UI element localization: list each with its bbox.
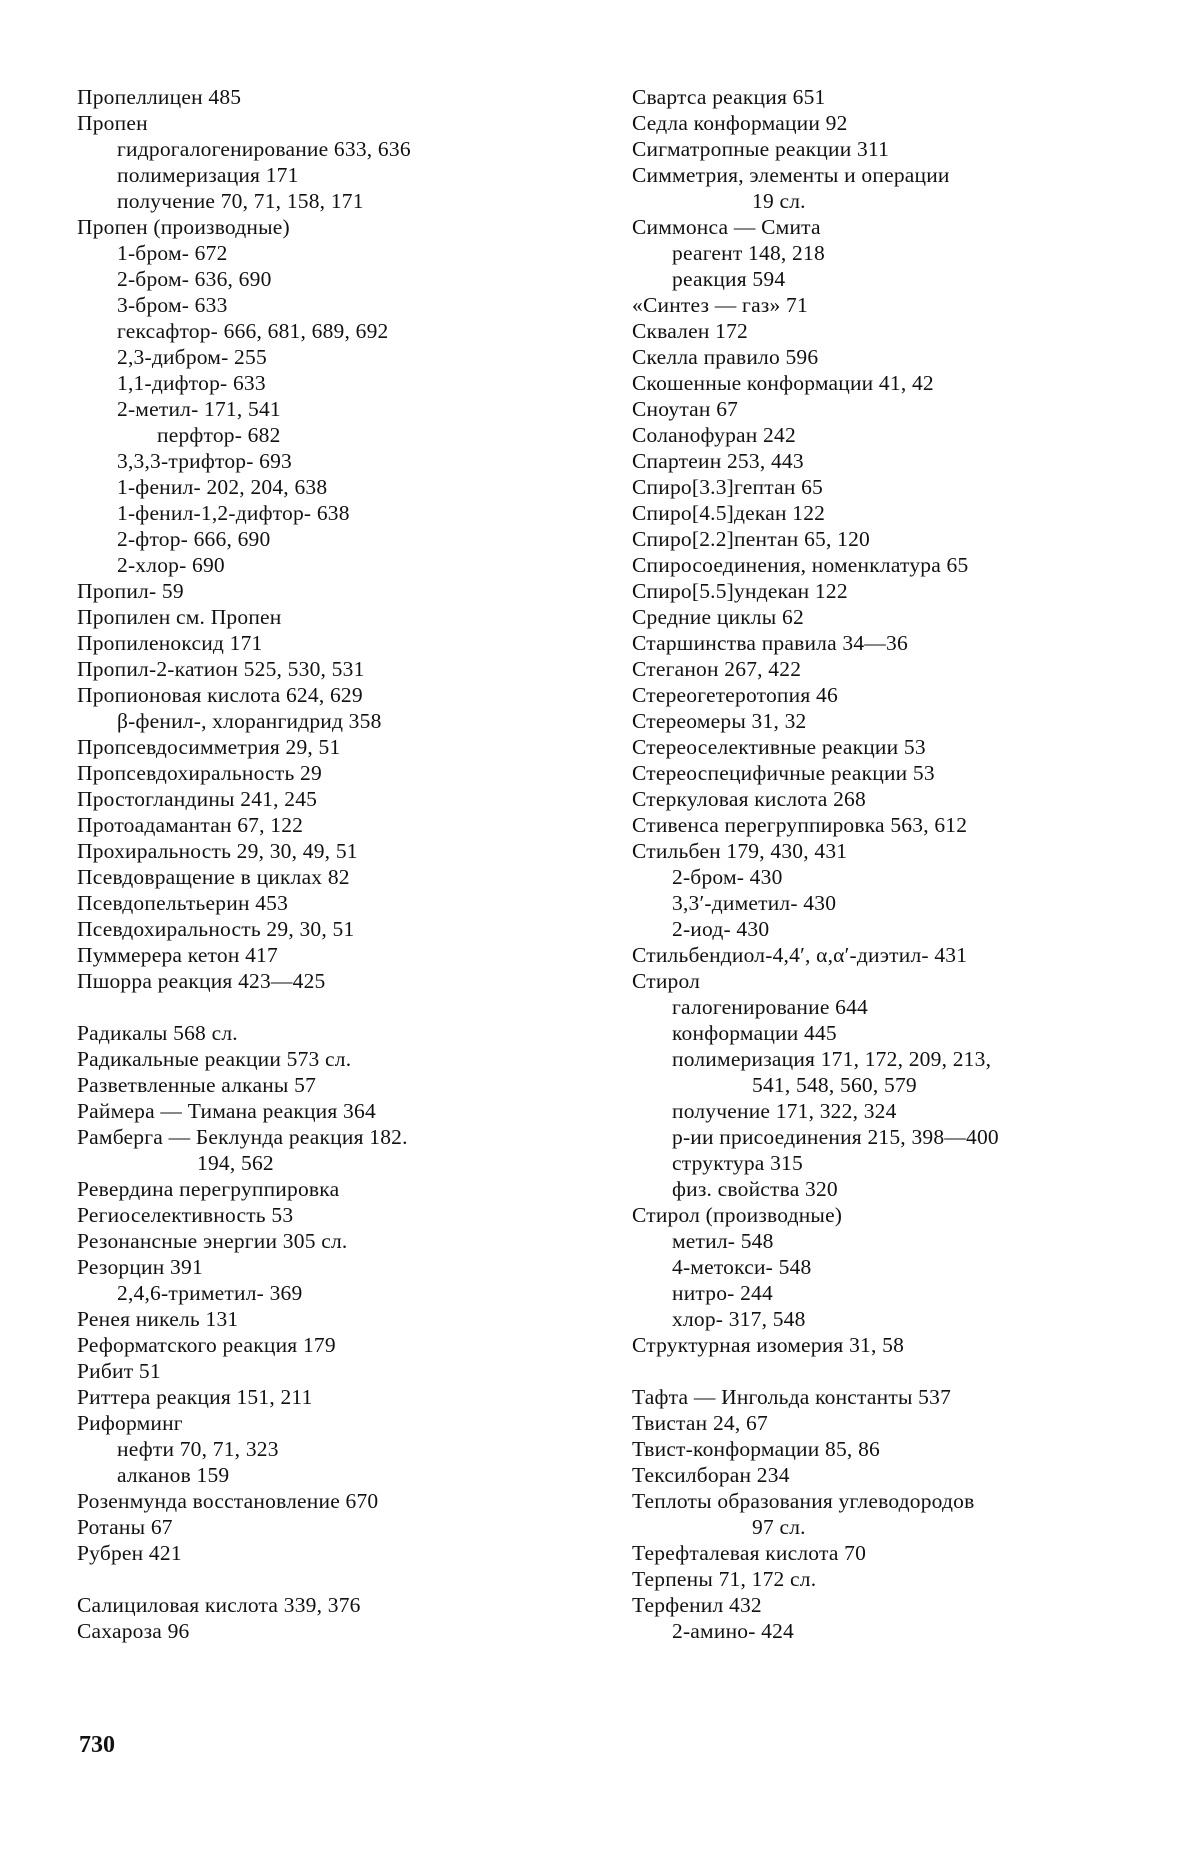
- index-entry: Пропионовая кислота 624, 629: [77, 683, 363, 707]
- index-entry: Стильбендиол-4,4′, α,α′-диэтил- 431: [632, 943, 968, 967]
- index-entry: Прохиральность 29, 30, 49, 51: [77, 839, 358, 863]
- index-subentry: конформации 445: [672, 1021, 837, 1045]
- index-entry: Стереомеры 31, 32: [632, 709, 807, 733]
- index-entry: Радикалы 568 сл.: [77, 1021, 238, 1045]
- index-subentry: получение 70, 71, 158, 171: [117, 189, 364, 213]
- index-entry: Терфенил 432: [632, 1593, 762, 1617]
- index-entry: Радикальные реакции 573 сл.: [77, 1047, 352, 1071]
- index-column-left: [77, 84, 597, 1644]
- index-entry: Стеркуловая кислота 268: [632, 787, 866, 811]
- index-subentry: 2-метил- 171, 541: [117, 397, 281, 421]
- index-subentry: 97 сл.: [752, 1515, 806, 1539]
- index-subentry: получение 171, 322, 324: [672, 1099, 897, 1123]
- index-subentry: реагент 148, 218: [672, 241, 825, 265]
- index-entry: Ревердина перегруппировка: [77, 1177, 340, 1201]
- index-entry: Теплоты образования углеводородов: [632, 1489, 975, 1513]
- page-number: 730: [79, 1732, 115, 1758]
- index-subentry: гидрогалогенирование 633, 636: [117, 137, 411, 161]
- index-subentry: 2-бром- 430: [672, 865, 783, 889]
- index-subentry: нефти 70, 71, 323: [117, 1437, 279, 1461]
- index-entry: Рамберга — Беклунда реакция 182.: [77, 1125, 408, 1149]
- index-subentry: 3,3,3-трифтор- 693: [117, 449, 293, 473]
- index-entry: Свартса реакция 651: [632, 85, 826, 109]
- index-entry: Реформатского реакция 179: [77, 1333, 336, 1357]
- index-entry: Симметрия, элементы и операции: [632, 163, 950, 187]
- section-gap: [77, 1566, 597, 1592]
- index-entry: Стереоселективные реакции 53: [632, 735, 926, 759]
- index-entry: Риттера реакция 151, 211: [77, 1385, 313, 1409]
- index-subentry: 2-бром- 636, 690: [117, 267, 272, 291]
- index-subentry: р-ии присоединения 215, 398—400: [672, 1125, 999, 1149]
- index-subentry: полимеризация 171: [117, 163, 299, 187]
- index-entry: Раймера — Тимана реакция 364: [77, 1099, 376, 1123]
- index-entry: Розенмунда восстановление 670: [77, 1489, 379, 1513]
- index-subentry: 2-амино- 424: [672, 1619, 795, 1643]
- index-entry: Структурная изомерия 31, 58: [632, 1333, 905, 1357]
- index-subentry: 2,4,6-триметил- 369: [117, 1281, 303, 1305]
- index-subentry: хлор- 317, 548: [672, 1307, 806, 1331]
- index-entry: Спиро[3.3]гептан 65: [632, 475, 824, 499]
- index-subentry: 194, 562: [197, 1151, 274, 1175]
- index-entry: Тафта — Ингольда константы 537: [632, 1385, 952, 1409]
- index-entry: Твист-конформации 85, 86: [632, 1437, 880, 1461]
- index-subentry: нитро- 244: [672, 1281, 773, 1305]
- index-subentry: структура 315: [672, 1151, 803, 1175]
- index-entry: Тексилборан 234: [632, 1463, 790, 1487]
- index-entry: «Синтез — газ» 71: [632, 293, 808, 317]
- index-entry: Спиро[5.5]ундекан 122: [632, 579, 848, 603]
- index-entry: Пропсевдохиральность 29: [77, 761, 322, 785]
- index-entry: Сквален 172: [632, 319, 748, 343]
- index-subentry: галогенирование 644: [672, 995, 869, 1019]
- index-entry: Спиро[2.2]пентан 65, 120: [632, 527, 870, 551]
- index-entry: Терпены 71, 172 сл.: [632, 1567, 817, 1591]
- index-subentry: 1-фенил-1,2-дифтор- 638: [117, 501, 350, 525]
- index-entry: Пропен (производные): [77, 215, 290, 239]
- index-entry: Сноутан 67: [632, 397, 739, 421]
- index-entry: Спартеин 253, 443: [632, 449, 804, 473]
- index-entry: Терефталевая кислота 70: [632, 1541, 867, 1565]
- index-subentry: 2,3-дибром- 255: [117, 345, 267, 369]
- index-subentry: 2-фтор- 666, 690: [117, 527, 271, 551]
- index-entry: Пропиленоксид 171: [77, 631, 263, 655]
- index-entry: Пропил- 59: [77, 579, 184, 603]
- index-entry: Ротаны 67: [77, 1515, 173, 1539]
- index-entry: Псевдохиральность 29, 30, 51: [77, 917, 355, 941]
- index-entry: Пропил-2-катион 525, 530, 531: [77, 657, 365, 681]
- index-entry: Пропсевдосимметрия 29, 51: [77, 735, 341, 759]
- index-subentry: 2-иод- 430: [672, 917, 770, 941]
- index-entry: Протоадамантан 67, 122: [77, 813, 304, 837]
- index-entry: Седла конформации 92: [632, 111, 848, 135]
- section-gap: [632, 1358, 1112, 1384]
- index-subentry: алканов 159: [117, 1463, 230, 1487]
- index-entry: Псевдовращение в циклах 82: [77, 865, 350, 889]
- index-entry: Риформинг: [77, 1411, 183, 1435]
- index-subentry: 3-бром- 633: [117, 293, 228, 317]
- index-entry: Пшорра реакция 423—425: [77, 969, 326, 993]
- index-entry: Стирол (производные): [632, 1203, 843, 1227]
- index-entry: Пропилен см. Пропен: [77, 605, 282, 629]
- index-entry: Рубрен 421: [77, 1541, 182, 1565]
- index-entry: Твистан 24, 67: [632, 1411, 768, 1435]
- index-subentry: гексафтор- 666, 681, 689, 692: [117, 319, 389, 343]
- index-entry: Салициловая кислота 339, 376: [77, 1593, 361, 1617]
- index-subentry: 1,1-дифтор- 633: [117, 371, 266, 395]
- index-entry: Резонансные энергии 305 сл.: [77, 1229, 348, 1253]
- index-entry: Простогландины 241, 245: [77, 787, 318, 811]
- index-subentry: 3,3′-диметил- 430: [672, 891, 837, 915]
- index-subentry: β-фенил-, хлорангидрид 358: [117, 709, 382, 733]
- index-entry: Рибит 51: [77, 1359, 161, 1383]
- index-subentry: физ. свойства 320: [672, 1177, 838, 1201]
- index-entry: Сигматропные реакции 311: [632, 137, 890, 161]
- section-gap: [77, 994, 597, 1020]
- index-entry: Стеганон 267, 422: [632, 657, 802, 681]
- index-entry: Стильбен 179, 430, 431: [632, 839, 848, 863]
- index-entry: Спиросоединения, номенклатура 65: [632, 553, 969, 577]
- index-entry: Старшинства правила 34—36: [632, 631, 908, 655]
- index-entry: Стивенса перегруппировка 563, 612: [632, 813, 968, 837]
- index-entry: Псевдопельтьерин 453: [77, 891, 289, 915]
- index-subentry: 4-метокси- 548: [672, 1255, 812, 1279]
- index-entry: Резорцин 391: [77, 1255, 203, 1279]
- index-subentry: 1-бром- 672: [117, 241, 228, 265]
- index-entry: Скелла правило 596: [632, 345, 819, 369]
- index-entry: Соланофуран 242: [632, 423, 796, 447]
- index-entry: Сахароза 96: [77, 1619, 190, 1643]
- index-subentry: метил- 548: [672, 1229, 774, 1253]
- index-entry: Стереоспецифичные реакции 53: [632, 761, 935, 785]
- index-subentry: перфтор- 682: [157, 423, 281, 447]
- index-subentry: 19 сл.: [752, 189, 806, 213]
- index-entry: Пуммерера кетон 417: [77, 943, 278, 967]
- index-entry: Пропеллицен 485: [77, 85, 242, 109]
- index-subentry: 1-фенил- 202, 204, 638: [117, 475, 328, 499]
- index-subentry: 2-хлор- 690: [117, 553, 225, 577]
- index-entry: Спиро[4.5]декан 122: [632, 501, 826, 525]
- index-entry: Скошенные конформации 41, 42: [632, 371, 934, 395]
- index-subentry: 541, 548, 560, 579: [752, 1073, 917, 1097]
- index-entry: Ренея никель 131: [77, 1307, 239, 1331]
- index-entry: Разветвленные алканы 57: [77, 1073, 317, 1097]
- index-column-right: [632, 84, 1112, 1644]
- index-entry: Средние циклы 62: [632, 605, 804, 629]
- index-entry: Региоселективность 53: [77, 1203, 294, 1227]
- index-entry: Стереогетеротопия 46: [632, 683, 838, 707]
- index-subentry: реакция 594: [672, 267, 786, 291]
- index-subentry: полимеризация 171, 172, 209, 213,: [672, 1047, 992, 1071]
- index-entry: Пропен: [77, 111, 148, 135]
- index-entry: Стирол: [632, 969, 701, 993]
- index-entry: Симмонса — Смита: [632, 215, 821, 239]
